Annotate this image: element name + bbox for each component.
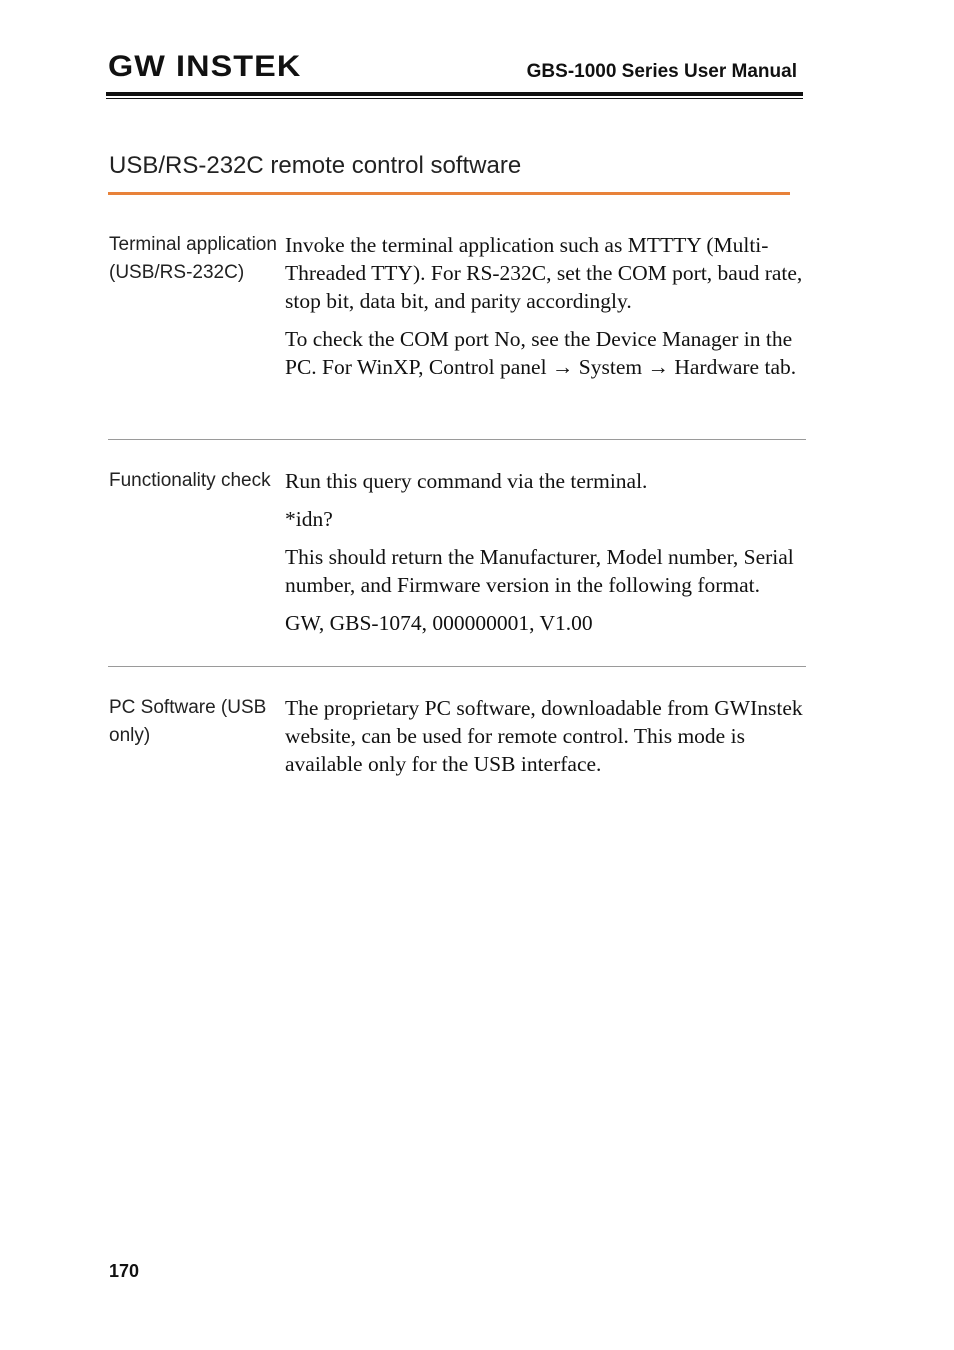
paragraph: To check the COM port No, see the Device Manager in the PC. For WinXP, Control panel → System → Hardware tab. — [285, 327, 797, 379]
table-row-terminal-application — [108, 231, 806, 440]
row-description — [285, 231, 805, 391]
header-rule-thick — [106, 92, 803, 96]
section-title: USB/RS-232C remote control software — [109, 152, 522, 179]
table-row-functionality-check — [108, 467, 806, 667]
paragraph: Run this query command via the terminal. — [285, 469, 648, 493]
paragraph: This should return the Manufacturer, Model number, Serial number, and Firmware version in the following format. — [285, 545, 794, 597]
paragraph: Invoke the terminal application such as MTTTY (Multi-Threaded TTY). For RS-232C, set the COM port, baud rate, stop bit, data bit, and parity accordingly. — [285, 233, 803, 313]
section-title-underline — [108, 192, 790, 195]
row-label: Functionality check — [109, 470, 271, 491]
row-label: PC Software (USB only) — [109, 697, 267, 746]
command-text: *idn? — [285, 507, 333, 531]
gw-instek-logo: GW INSTEK — [108, 50, 302, 83]
paragraph: The proprietary PC software, downloadable from GWInstek website, can be used for remote control. This mode is available only for the USB interface. — [285, 696, 803, 776]
row-description — [285, 694, 805, 788]
row-description — [285, 467, 805, 647]
example-response: GW, GBS-1074, 000000001, V1.00 — [285, 611, 593, 635]
row-label: Terminal application (USB/RS-232C) — [109, 234, 277, 283]
table-row-pc-software — [108, 694, 806, 794]
manual-title: GBS-1000 Series User Manual — [526, 61, 797, 82]
header-rule-thin — [106, 98, 803, 99]
page-number: 170 — [109, 1261, 140, 1281]
